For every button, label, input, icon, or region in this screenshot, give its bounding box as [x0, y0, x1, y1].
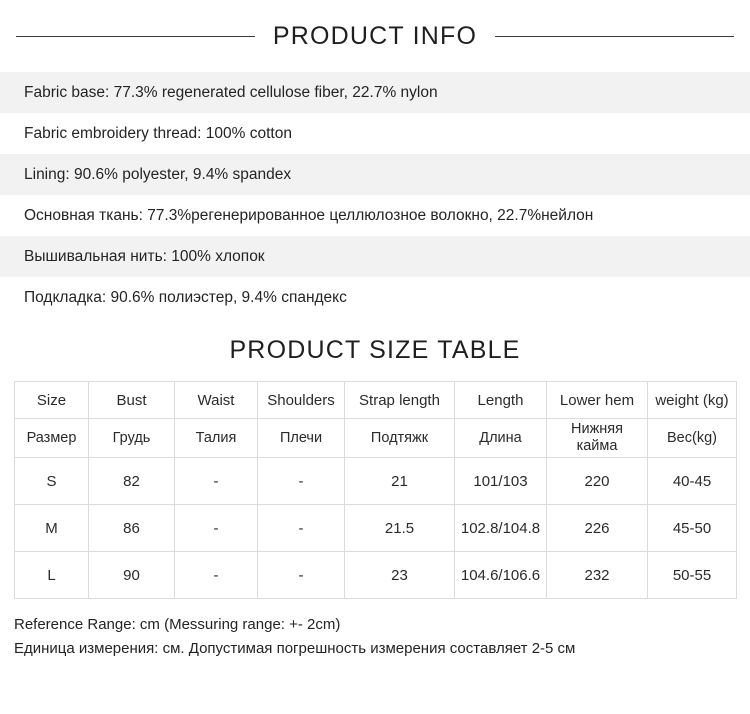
table-cell: S — [15, 458, 89, 505]
table-cell: - — [258, 552, 345, 599]
table-header-cell: Lower hem — [547, 382, 648, 419]
table-header-cell: Размер — [15, 419, 89, 458]
table-header-cell: Длина — [455, 419, 547, 458]
table-header-cell: Талия — [175, 419, 258, 458]
table-cell: 220 — [547, 458, 648, 505]
table-cell: 101/103 — [455, 458, 547, 505]
table-row — [15, 458, 737, 505]
table-header-cell: Length — [455, 382, 547, 419]
table-header-cell: Size — [15, 382, 89, 419]
heading-rule-left — [16, 36, 255, 37]
table-cell: 21 — [345, 458, 455, 505]
table-header-cell: Waist — [175, 382, 258, 419]
table-cell: 82 — [89, 458, 175, 505]
size-table-wrapper — [0, 381, 750, 599]
table-cell: - — [258, 505, 345, 552]
table-cell: - — [175, 552, 258, 599]
table-cell: 45-50 — [648, 505, 737, 552]
info-row: Fabric base: 77.3% regenerated cellulose fiber, 22.7% nylon — [0, 72, 750, 113]
table-cell: 104.6/106.6 — [455, 552, 547, 599]
info-row: Подкладка: 90.6% полиэстер, 9.4% спандекс — [0, 277, 750, 318]
table-cell: 226 — [547, 505, 648, 552]
footnotes — [0, 599, 750, 662]
table-header-cell: Вес(kg) — [648, 419, 737, 458]
info-row: Основная ткань: 77.3%регенерированное целлюлозное волокно, 22.7%нейлон — [0, 195, 750, 236]
table-cell: - — [175, 458, 258, 505]
table-cell: M — [15, 505, 89, 552]
table-cell: 102.8/104.8 — [455, 505, 547, 552]
table-header-cell: Нижняя кайма — [547, 419, 648, 458]
product-info-title: PRODUCT INFO — [272, 21, 478, 50]
table-cell: 23 — [345, 552, 455, 599]
table-header-cell: Грудь — [89, 419, 175, 458]
table-cell: 90 — [89, 552, 175, 599]
footnote-measurement-unit: Единица измерения: см. Допустимая погрешность измерения составляет 2-5 см — [14, 640, 576, 658]
table-row — [15, 552, 737, 599]
product-info-list — [0, 72, 750, 318]
table-cell: - — [258, 458, 345, 505]
table-row — [15, 505, 737, 552]
table-header-cell: Плечи — [258, 419, 345, 458]
table-header-cell: weight (kg) — [648, 382, 737, 419]
table-header-cell: Подтяжк — [345, 419, 455, 458]
info-row: Lining: 90.6% polyester, 9.4% spandex — [0, 154, 750, 195]
heading-rule-right — [495, 36, 734, 37]
table-cell: 50-55 — [648, 552, 737, 599]
size-table — [14, 381, 737, 599]
size-table-title: PRODUCT SIZE TABLE — [229, 336, 521, 364]
info-row: Fabric embroidery thread: 100% cotton — [0, 113, 750, 154]
table-cell: - — [175, 505, 258, 552]
table-header-cell: Strap length — [345, 382, 455, 419]
table-cell: 232 — [547, 552, 648, 599]
table-cell: 86 — [89, 505, 175, 552]
table-header-row-en — [15, 382, 737, 419]
table-cell: L — [15, 552, 89, 599]
table-header-cell: Bust — [89, 382, 175, 419]
info-row: Вышивальная нить: 100% хлопок — [0, 236, 750, 277]
table-header-cell: Shoulders — [258, 382, 345, 419]
product-info-heading — [0, 0, 750, 72]
table-cell: 21.5 — [345, 505, 455, 552]
footnote-reference-range: Reference Range: cm (Messuring range: +- 2cm) — [14, 616, 341, 633]
table-cell: 40-45 — [648, 458, 737, 505]
table-header-row-ru — [15, 419, 737, 458]
